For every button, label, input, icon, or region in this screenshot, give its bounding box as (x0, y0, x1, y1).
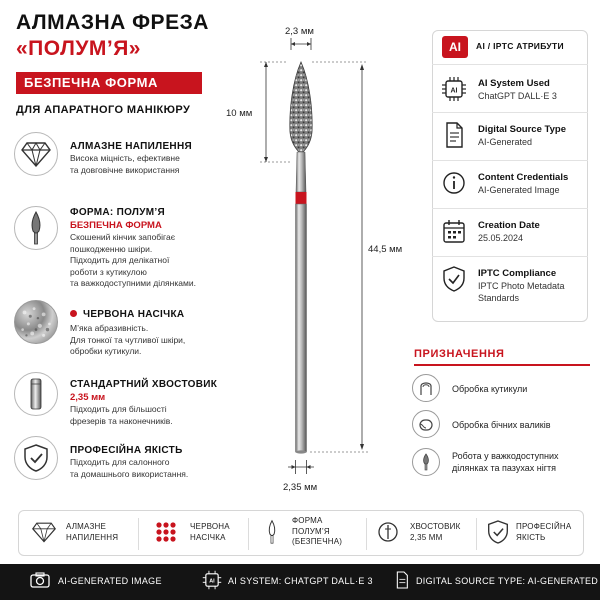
ai-row-value: ChatGPT DALL·E 3 (478, 91, 557, 101)
total-length-label: 44,5 мм (368, 244, 403, 255)
strip-red-grit (190, 522, 230, 543)
purpose-underline (414, 364, 590, 366)
svg-text:AI: AI (450, 87, 458, 95)
footer-ai-system: AI SYSTEM: CHATGPT DALL·E 3 (228, 576, 373, 586)
shield-check-icon (442, 266, 466, 292)
strip-label: ПОЛУМ’Я (292, 526, 330, 536)
product-subtitle: ДЛЯ АПАРАТНОГО МАНІКЮРУ (16, 104, 191, 116)
footer-ai-generated: AI-GENERATED IMAGE (58, 576, 162, 586)
shank-icon (374, 517, 402, 547)
feature-heading: СТАНДАРТНИЙ ХВОСТОВИК (70, 379, 218, 390)
purpose-heading: ПРИЗНАЧЕННЯ (414, 348, 505, 360)
diamond-icon (14, 132, 58, 176)
ai-row-creation-date (478, 220, 584, 244)
feature-highlight: БЕЗПЕЧНА ФОРМА (70, 220, 162, 231)
cuticle-icon (412, 374, 440, 402)
strip-label: АЛМАЗНЕ (66, 522, 107, 531)
feature-red-grit (70, 308, 230, 358)
diamond-grit-icon (14, 300, 58, 344)
feature-heading: ПРОФЕСІЙНА ЯКІСТЬ (70, 445, 183, 456)
strip-label: 2,35 ММ (410, 532, 443, 542)
ai-row-value: AI-Generated (478, 137, 533, 147)
strip-label: ПРОФЕСІЙНА (516, 522, 572, 531)
feature-desc: пошкодженню шкіри. (70, 243, 153, 254)
nail-side-icon (412, 410, 440, 438)
feature-flame-shape (70, 206, 230, 290)
head-length-label: 10 мм (226, 108, 253, 119)
ai-chip-icon (442, 76, 466, 102)
feature-desc: Скошений кінчик запобігає (70, 232, 176, 242)
divider (248, 518, 249, 550)
strip-flame-shape (292, 516, 342, 548)
feature-desc: Підходить для делікатної (70, 255, 170, 265)
strip-shank (410, 522, 460, 543)
feature-heading-text: ЧЕРВОНА НАСІЧКА (83, 309, 185, 320)
ai-row-iptc (478, 268, 584, 304)
strip-label: ЯКІСТЬ (516, 532, 546, 542)
feature-heading: АЛМАЗНЕ НАПИЛЕННЯ (70, 141, 192, 152)
feature-desc: фрезерів та наконечників. (70, 415, 173, 426)
feature-desc: та важкодоступними ділянками. (70, 278, 196, 288)
feature-desc: Висока міцність, ефективне (70, 153, 180, 163)
strip-label: ЧЕРВОНА (190, 522, 230, 531)
feature-standard-shank (70, 378, 230, 427)
strip-pro-quality (516, 522, 571, 543)
ai-badge: AI (442, 36, 468, 58)
product-name: «ПОЛУМ’Я» (16, 37, 141, 60)
flame-bit-icon (258, 517, 286, 547)
document-icon (394, 570, 410, 595)
calendar-icon (442, 218, 466, 244)
red-dot-icon (70, 310, 77, 317)
footer-source-type: DIGITAL SOURCE TYPE: AI-GENERATED (416, 576, 599, 586)
strip-label: ХВОСТОВИК (410, 522, 461, 531)
ai-row-credentials (478, 172, 584, 196)
feature-heading: ФОРМА: ПОЛУМ’Я (70, 207, 165, 218)
shank-width-label: 2,35 мм (283, 482, 318, 493)
ai-row-value: IPTC Photo Metadata Standards (478, 281, 565, 303)
divider (432, 256, 588, 257)
divider (138, 518, 139, 550)
diamond-icon (30, 517, 58, 547)
feature-desc: роботи з кутикулою (70, 266, 147, 277)
camera-icon (30, 572, 50, 593)
feature-highlight: 2,35 мм (70, 392, 106, 403)
divider (432, 208, 588, 209)
ai-row-value: 25.05.2024 (478, 233, 524, 243)
bur-illustration (240, 24, 410, 500)
ai-row-label: Digital Source Type (478, 124, 566, 135)
ai-row-label: AI System Used (478, 78, 550, 89)
svg-text:AI: AI (209, 578, 215, 585)
feature-pro-quality (70, 444, 230, 480)
feature-desc: М’яка абразивність. (70, 323, 149, 333)
ai-row-label: IPTC Compliance (478, 268, 557, 279)
feature-desc: обробки кутикули. (70, 346, 142, 356)
shield-check-icon (14, 436, 58, 480)
divider (432, 112, 588, 113)
strip-label: (БЕЗПЕЧНА) (292, 537, 343, 546)
strip-label: ФОРМА (292, 516, 323, 525)
flame-bit-icon (412, 448, 440, 476)
divider (432, 160, 588, 161)
divider (476, 518, 477, 550)
feature-desc: та довговічне використання (70, 164, 180, 175)
feature-diamond-coating (70, 140, 230, 176)
ai-chip-icon (202, 570, 222, 595)
info-icon (442, 170, 466, 196)
head-width-label: 2,3 мм (285, 26, 314, 37)
feature-desc: Підходить для салонного (70, 457, 170, 467)
shank-icon (14, 372, 58, 416)
ai-row-label: Creation Date (478, 220, 540, 231)
ai-row-source-type (478, 124, 584, 148)
strip-label: НАПИЛЕННЯ (66, 532, 119, 542)
strip-label: НАСІЧКА (190, 532, 226, 542)
divider (432, 64, 588, 65)
shield-check-icon (484, 517, 512, 547)
ai-row-system (478, 78, 584, 102)
document-icon (442, 122, 466, 148)
feature-desc: та домашнього використання. (70, 468, 189, 479)
purpose-item: Робота у важкодоступних ділянках та пазухах нігтя (452, 451, 559, 473)
divider (366, 518, 367, 550)
purpose-item: Обробка бічних валиків (452, 420, 551, 430)
ai-card-heading: AI / IPTC АТРИБУТИ (476, 41, 564, 51)
purpose-item: Обробка кутикули (452, 384, 528, 394)
ai-row-value: AI-Generated Image (478, 185, 560, 195)
feature-desc: Підходить для більшості (70, 404, 167, 414)
red-dots-icon (152, 517, 180, 547)
safe-shape-badge: БЕЗПЕЧНА ФОРМА (16, 72, 202, 94)
product-title: АЛМАЗНА ФРЕЗА (16, 11, 209, 34)
feature-desc: Для тонкої та чутливої шкіри, (70, 334, 186, 345)
strip-diamond-coating (66, 522, 118, 543)
feature-heading (70, 308, 230, 321)
flame-bit-icon (14, 206, 58, 250)
ai-row-label: Content Credentials (478, 172, 569, 183)
